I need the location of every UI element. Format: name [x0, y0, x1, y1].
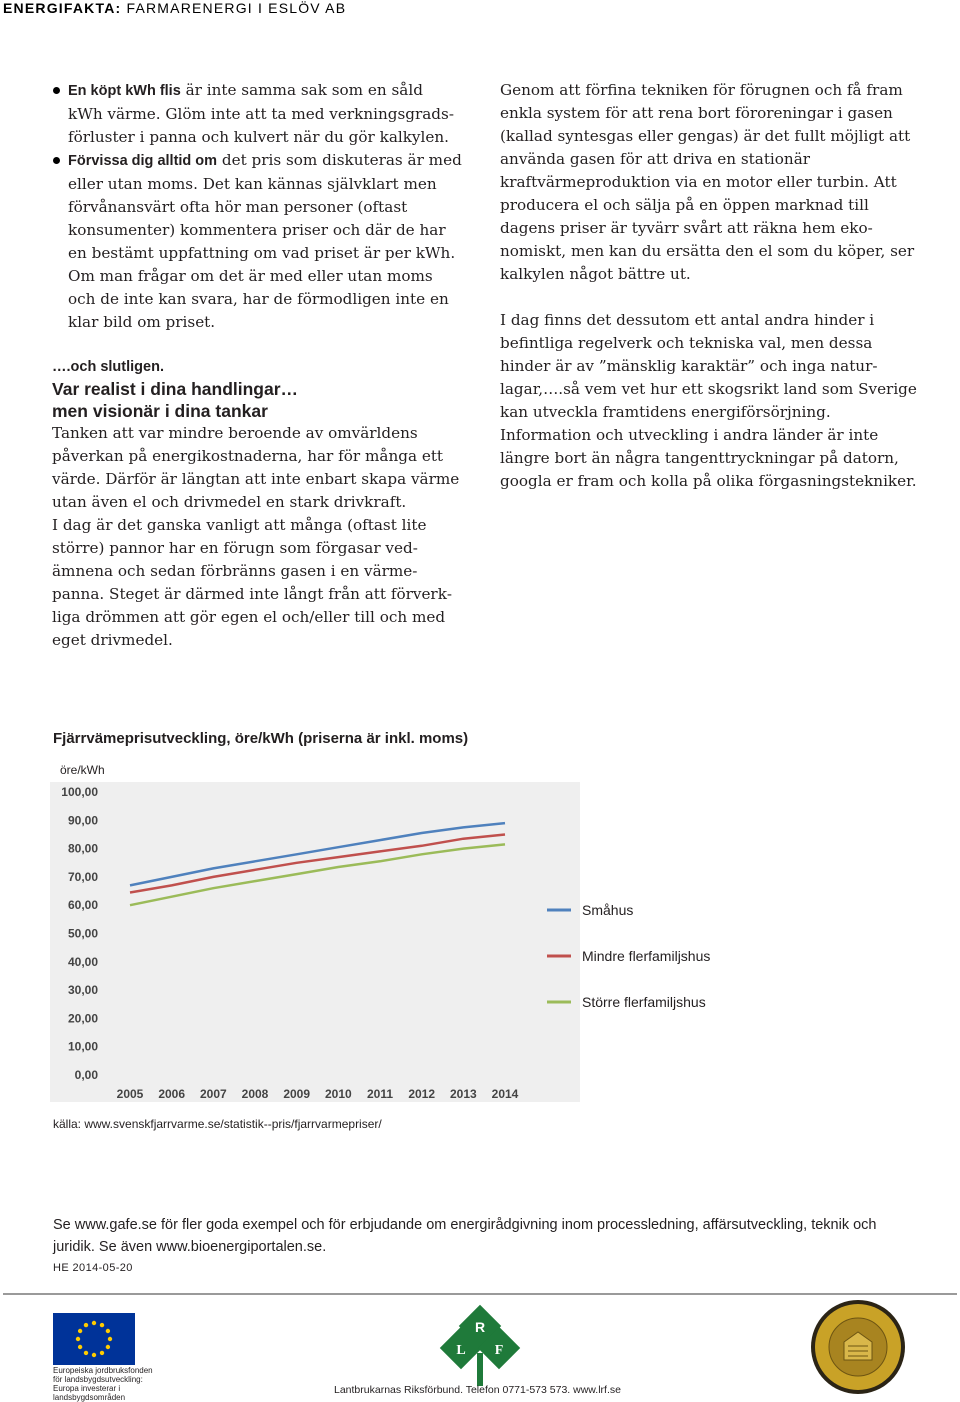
section-subheading: men visionär i dina tankar: [52, 401, 268, 421]
x-tick-label: 2007: [199, 1087, 227, 1101]
legend-label: Större flerfamiljshus: [582, 994, 706, 1010]
bullet-text: är inte samma sak som en såld kWh värme. Glöm inte att ta med verkningsgradsförluster i panna och kulvert när du gör kalkylen.: [68, 81, 454, 146]
y-tick-label: 40,00: [67, 954, 98, 969]
plot-background: [50, 782, 580, 1102]
eu-star-icon: [92, 1353, 96, 1357]
chart-source: källa: www.svenskfjarrvarme.se/statistik--pris/fjarrvarmepriser/: [53, 1117, 382, 1131]
lrf-letter-r: R: [474, 1319, 486, 1335]
lrf-letter-f: F: [494, 1343, 504, 1358]
y-tick-label: 50,00: [67, 926, 98, 941]
x-tick-label: 2008: [241, 1087, 269, 1101]
x-tick-label: 2013: [449, 1087, 477, 1101]
bullet-item: [52, 79, 462, 149]
y-tick-label: 80,00: [67, 841, 98, 856]
x-tick-label: 2006: [158, 1087, 186, 1101]
legend-label: Mindre flerfamiljshus: [582, 948, 711, 964]
document-date: HE 2014-05-20: [53, 1262, 133, 1274]
footer-divider: [3, 1293, 957, 1295]
y-tick-label: 10,00: [67, 1039, 98, 1054]
x-tick-label: 2014: [491, 1087, 519, 1101]
x-tick-label: 2012: [408, 1087, 436, 1101]
eu-logo-text: Europeiska jordbruksfonden för landsbygdsutveckling: Europa investerar i landsbygdsområden: [53, 1366, 153, 1402]
right-column: [500, 79, 920, 493]
x-tick-label: 2011: [366, 1087, 394, 1101]
paragraph: Genom att förfina tekniken för förugnen och få fram enkla system för att rena bort föroreningar i gasen (kallad syntesgas eller gengas) är det fullt möjligt att använda gasen för att driva en stationär kraftvärmeproduktion via en motor eller turbin. Att producera el och sälja på en öppen marknad till dagens priser är tyvärr svårt att räkna hem ekonomiskt, men kan du ersätta den el som du köper, ser kalkylen något bättre ut.: [500, 81, 915, 283]
bullet-dot-icon: [53, 157, 60, 164]
section-intro: ….och slutligen.: [52, 359, 164, 375]
bullet-item: [52, 149, 462, 334]
eu-star-icon: [106, 1329, 110, 1333]
see-more-text: Se www.gafe.se för fler goda exempel och för erbjudande om energirådgivning inom processledning, affärsutveckling, teknik och juridik. Se även www.bioenergiportalen.se.: [53, 1217, 877, 1255]
y-tick-label: 0,00: [74, 1068, 98, 1082]
eu-star-icon: [76, 1337, 80, 1341]
y-tick-label: 30,00: [67, 983, 98, 998]
paragraph: I dag finns det dessutom ett antal andra hinder i befintliga regelverk och tekniska val, men dessa hinder är av ”mänsklig karaktär” och inga naturlagar,….så vem vet hur ett skogsrikt land som Sverige kan utveckla framtidens energiförsörjning. Information och utveckling i andra länder är inte längre bort än några tangenttryckningar på datorn, googla er fram och kolla på olika förgasningstekniker.: [500, 311, 917, 490]
x-tick-label: 2009: [283, 1087, 311, 1101]
bullet-dot-icon: [53, 87, 60, 94]
section-heading: Var realist i dina handlingar…: [52, 379, 299, 399]
x-tick-label: 2005: [116, 1087, 144, 1101]
lrf-letter-l: L: [456, 1343, 466, 1358]
bullet-text: det pris som diskuteras är med eller utan moms. Det kan kännas självklart men förvånansvärt ofta hör man personer (oftast konsumenter) kommentera priser och där de har en bestämt uppfattning om vad priset är per kWh. Om man frågar om det är med eller utan moms och de inte kan svara, har de förmodligen inte en klar bild om priset.: [68, 151, 462, 331]
line-chart: [50, 782, 730, 1107]
y-tick-label: 90,00: [67, 813, 98, 828]
eu-star-icon: [106, 1345, 110, 1349]
eu-star-icon: [108, 1337, 112, 1341]
eu-star-icon: [78, 1329, 82, 1333]
header-label: ENERGIFAKTA:: [3, 0, 122, 16]
eu-star-icon: [84, 1351, 88, 1355]
y-tick-label: 70,00: [67, 869, 98, 884]
paragraph: Tanken att var mindre beroende av omvärldens påverkan på energikostnaderna, har för många ett värde. Därför är längtan att inte enbart skapa värme utan även el och drivmedel en stark drivkraft.: [52, 424, 460, 511]
page-header: [3, 0, 346, 16]
y-tick-label: 100,00: [61, 785, 98, 799]
goda-affarer-seal-icon: [808, 1298, 908, 1396]
y-tick-label: 20,00: [67, 1011, 98, 1026]
eu-star-icon: [100, 1351, 104, 1355]
bullet-lead: En köpt kWh flis: [68, 83, 181, 99]
eu-star-icon: [100, 1323, 104, 1327]
legend-label: Småhus: [582, 902, 634, 918]
bullet-lead: Förvissa dig alltid om: [68, 153, 218, 169]
chart-title: Fjärrvämeprisutveckling, öre/kWh (priserna är inkl. moms): [53, 730, 469, 747]
y-axis-label: öre/kWh: [60, 763, 105, 777]
y-tick-label: 60,00: [67, 898, 98, 913]
eu-star-icon: [84, 1323, 88, 1327]
paragraph: I dag är det ganska vanligt att många (oftast lite större) pannor har en förugn som förgasar vedämnena och sedan förbränns gasen i en värmepanna. Steget är därmed inte långt från att förverkliga drömmen att gör egen el och/eller till och med eget drivmedel.: [52, 516, 453, 649]
left-column: [52, 79, 462, 652]
header-company: FARMARENERGI I ESLÖV AB: [126, 0, 347, 16]
eu-flag-icon: [53, 1313, 135, 1365]
x-tick-label: 2010: [324, 1087, 352, 1101]
footer-contact: Lantbrukarnas Riksförbund. Telefon 0771-573 573. www.lrf.se: [334, 1384, 621, 1396]
lrf-logo-icon: [440, 1308, 520, 1388]
eu-star-icon: [92, 1321, 96, 1325]
eu-star-icon: [78, 1345, 82, 1349]
